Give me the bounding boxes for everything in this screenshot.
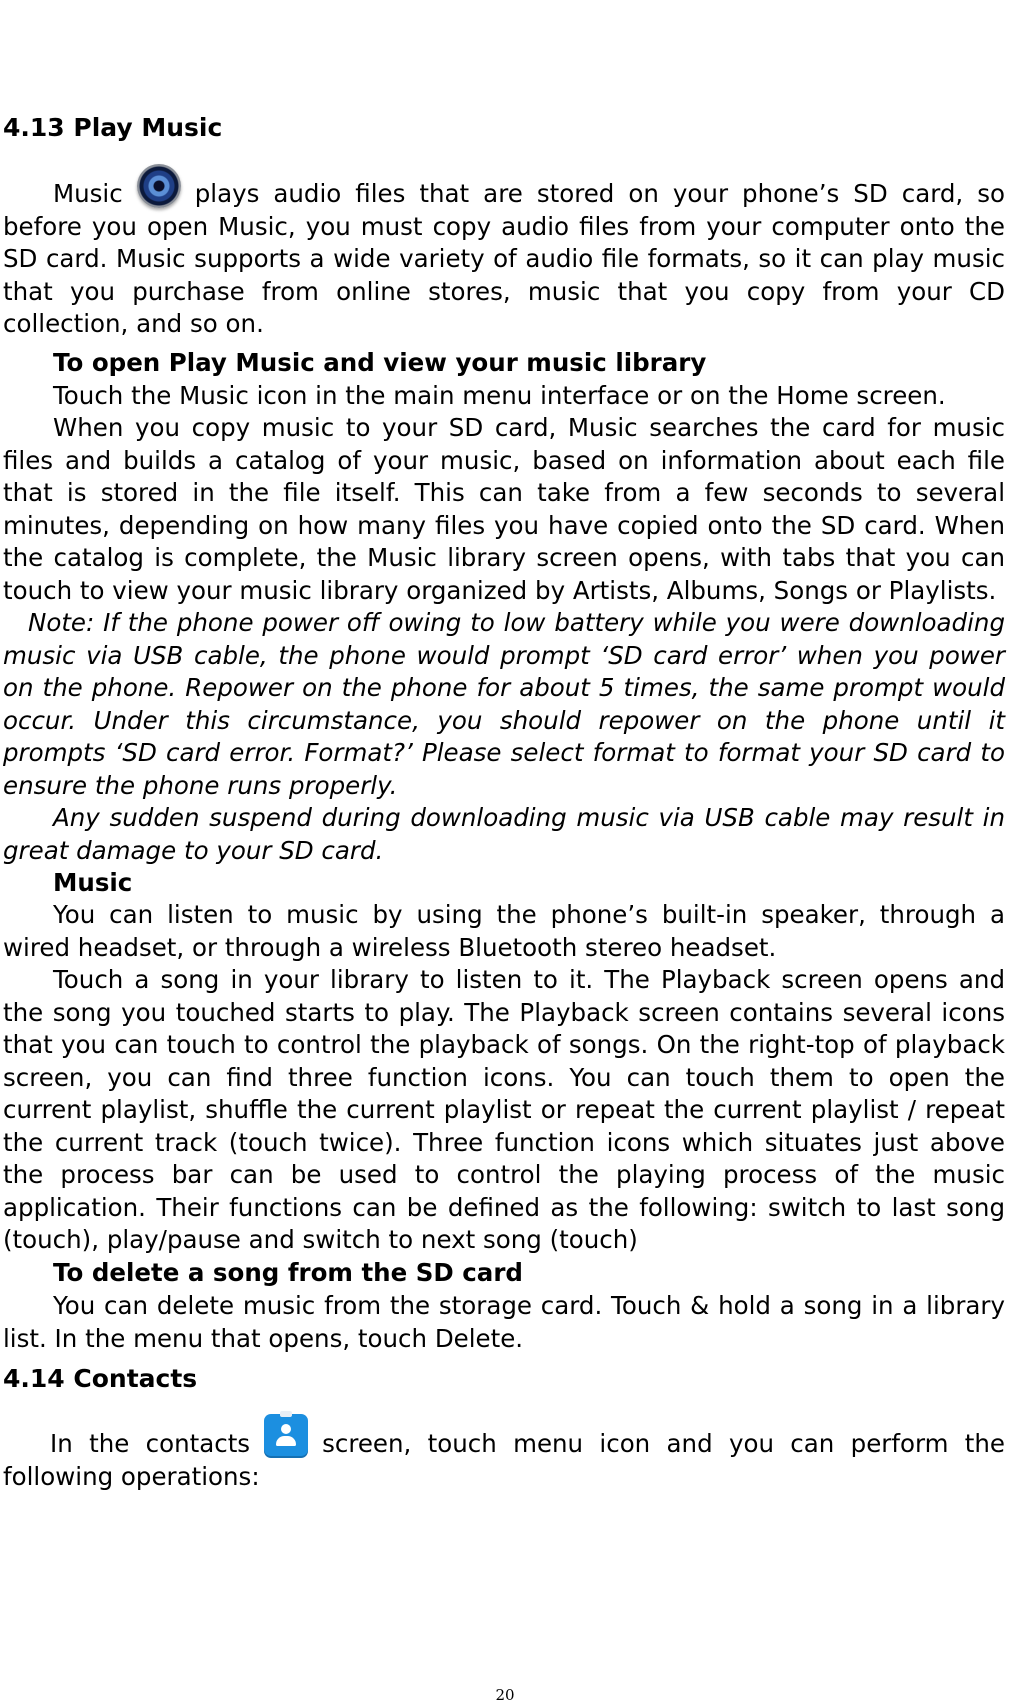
sd-card-note: Note: If the phone power off owing to low battery while you were downloading music via USB cable, the phone would prompt ‘SD card error’ when you power on the phone. Repower on the phone for about 5 times, the same prompt would occur. Under this circumstance, you should repower on the phone until it prompts ‘SD card error. Format?’ Please select format to format your SD card to ensure the phone runs properly.: [3, 608, 1005, 800]
open-music-step: Touch the Music icon in the main menu interface or on the Home screen.: [53, 381, 946, 410]
music-listen-paragraph: You can listen to music by using the phone’s built-in speaker, through a wired headset, or through a wireless Bluetooth stereo headset.: [3, 900, 1005, 962]
section-heading-contacts: 4.14 Contacts: [3, 1364, 198, 1393]
delete-song-paragraph: You can delete music from the storage card. Touch & hold a song in a library list. In the menu that opens, touch Delete.: [3, 1291, 1005, 1353]
contacts-intro-text: screen, touch menu icon and you can perform the following operations:: [3, 1429, 1006, 1491]
delete-song-heading: To delete a song from the SD card: [53, 1258, 523, 1287]
music-app-icon: [137, 164, 181, 208]
section-heading-play-music: 4.13 Play Music: [3, 113, 223, 142]
page-number: 20: [495, 1686, 515, 1704]
contacts-intro-lead: In the contacts: [50, 1429, 251, 1458]
contacts-intro-paragraph: [3, 1414, 1005, 1493]
music-subheading: Music: [53, 868, 133, 897]
open-music-heading: To open Play Music and view your music library: [53, 348, 707, 377]
music-library-paragraph: When you copy music to your SD card, Music searches the card for music files and builds a catalog of your music, based on information about each file that is stored in the file itself. This can take from a few seconds to several minutes, depending on how many files you have copied onto the SD card. When the catalog is complete, the Music library screen opens, with tabs that you can touch to view your music library organized by Artists, Albums, Songs or Playlists.: [3, 413, 1005, 605]
contacts-app-icon: [264, 1414, 308, 1456]
music-intro-text: plays audio files that are stored on your phone’s SD card, so before you open Music, you must copy audio files from your computer onto the SD card. Music supports a wide variety of audio file formats, so it can play music that you purchase from online stores, music that you copy from your CD collection, and so on.: [3, 179, 1005, 338]
playback-paragraph: Touch a song in your library to listen to it. The Playback screen opens and the song you touched starts to play. The Playback screen contains several icons that you can touch to control the playback of songs. On the right-top of playback screen, you can find three function icons. You can touch them to open the current playlist, shuffle the current playlist or repeat the current playlist / repeat the current track (touch twice). Three function icons which situates just above the process bar can be used to control the playing process of the music application. Their functions can be defined as the following: switch to last song (touch), play/pause and switch to next song (touch): [3, 965, 1005, 1254]
music-intro-word: Music: [53, 179, 123, 208]
music-intro-paragraph: [3, 164, 1005, 341]
usb-warning: Any sudden suspend during downloading music via USB cable may result in great damage to your SD card.: [3, 803, 1005, 865]
